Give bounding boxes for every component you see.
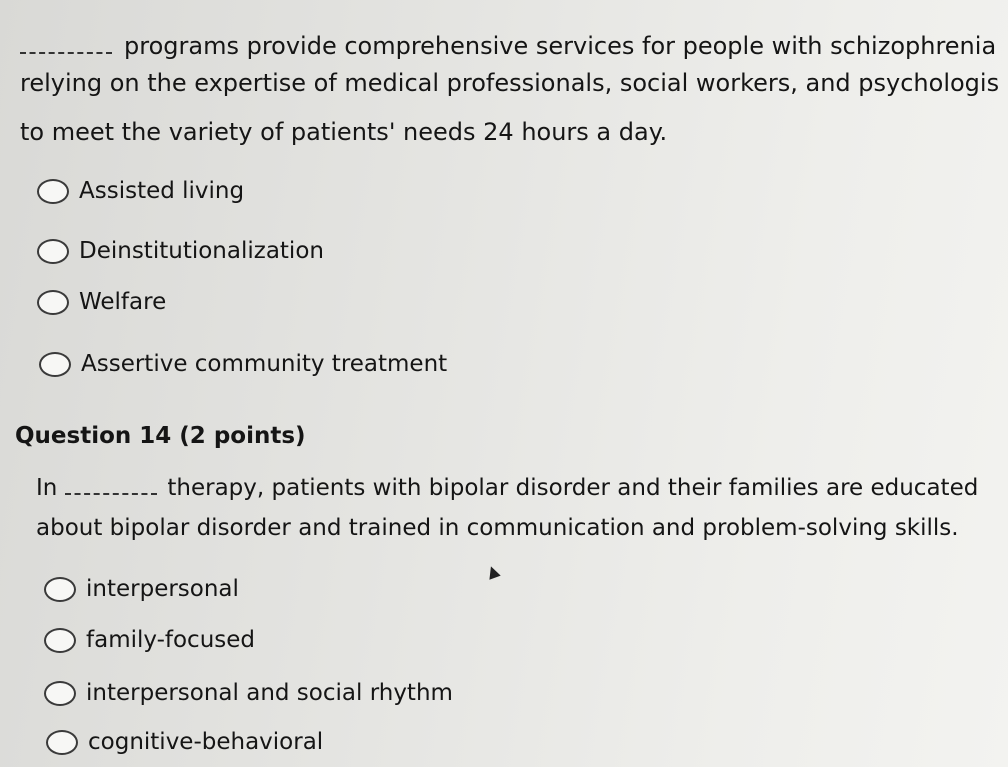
q14-heading: Question 14 (2 points) — [15, 423, 306, 449]
q13-option-deinstitutionalization[interactable] — [37, 238, 324, 264]
q13-blank — [20, 32, 112, 54]
q14-stem-line-1 — [36, 470, 978, 507]
radio-button[interactable] — [39, 352, 71, 377]
q13-option-assertive-community-treatment[interactable] — [39, 351, 447, 377]
q14-prefix: In — [36, 475, 58, 501]
q14-stem-text-1: therapy, patients with bipolar disorder and their families are educated — [167, 475, 979, 501]
radio-button[interactable] — [44, 628, 76, 653]
radio-button[interactable] — [37, 290, 69, 315]
q14-option-family-focused[interactable] — [44, 627, 255, 653]
q13-stem-line-2: relying on the expertise of medical professionals, social workers, and psychologis — [20, 69, 1000, 97]
radio-button[interactable] — [46, 730, 78, 755]
option-label: cognitive-behavioral — [88, 729, 324, 755]
q13-stem-line-1 — [20, 28, 996, 65]
q14-blank — [65, 473, 157, 495]
q13-stem-text-1: programs provide comprehensive services for people with schizophrenia — [124, 32, 997, 60]
radio-button[interactable] — [37, 179, 69, 204]
option-label: Welfare — [79, 289, 167, 315]
q13-option-assisted-living[interactable] — [37, 178, 244, 204]
option-label: Assisted living — [79, 178, 245, 204]
option-label: interpersonal and social rhythm — [86, 680, 453, 706]
radio-button[interactable] — [44, 681, 76, 706]
q14-option-interpersonal-social-rhythm[interactable] — [44, 680, 453, 706]
radio-button[interactable] — [37, 239, 69, 264]
q13-stem-line-3: to meet the variety of patients' needs 24 hours a day. — [20, 118, 668, 146]
option-label: interpersonal — [86, 576, 239, 602]
q13-option-welfare[interactable] — [37, 289, 166, 315]
option-label: Deinstitutionalization — [79, 238, 324, 264]
radio-button[interactable] — [44, 577, 76, 602]
option-label: Assertive community treatment — [81, 351, 448, 377]
option-label: family-focused — [86, 627, 256, 653]
mouse-cursor-icon — [485, 564, 500, 579]
q14-stem-line-2: about bipolar disorder and trained in communication and problem-solving skills. — [36, 515, 959, 541]
q14-option-cognitive-behavioral[interactable] — [46, 729, 323, 755]
q14-option-interpersonal[interactable] — [44, 576, 239, 602]
